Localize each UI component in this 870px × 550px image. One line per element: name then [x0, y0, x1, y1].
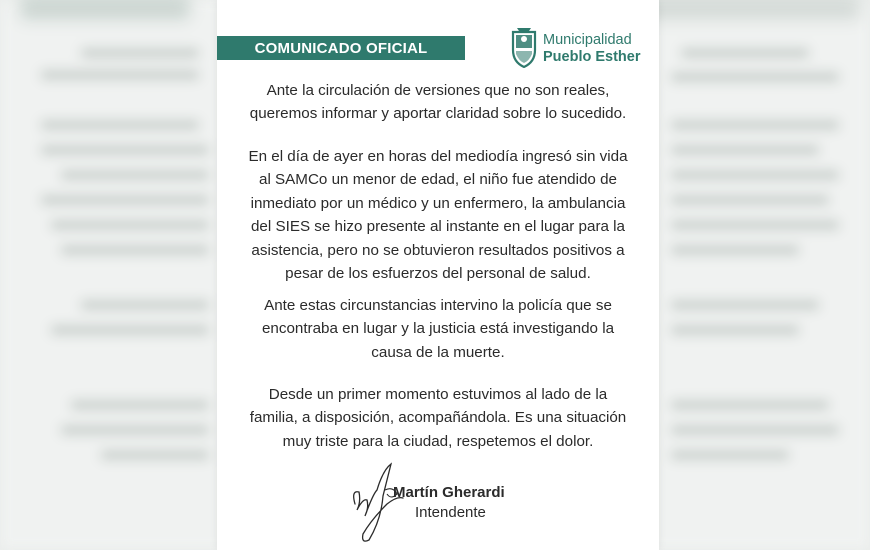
text-line: al SAMCo un menor de edad, el niño fue atendido de: [259, 171, 617, 189]
coat-of-arms-icon: [509, 26, 539, 68]
blurred-text-line: [50, 220, 210, 230]
blurred-text-line: [40, 70, 200, 80]
blurred-text-line: [670, 450, 790, 460]
blurred-text-line: [40, 145, 210, 155]
blurred-text-line: [40, 195, 210, 205]
blurred-text-line: [40, 120, 200, 130]
signatory-title: Intendente: [415, 504, 486, 521]
blurred-text-line: [60, 425, 210, 435]
paragraph-1: [223, 79, 653, 126]
blurred-text-line: [670, 325, 800, 335]
text-line: queremos informar y aportar claridad sobre lo sucedido.: [249, 105, 627, 123]
text-line: causa de la muerte.: [371, 343, 505, 361]
logo-line-2: Pueblo Esther: [543, 49, 641, 65]
text-line: asistencia, pero no se obtuvieron resultados positivos a: [251, 241, 625, 259]
text-line: encontraba en lugar y la justicia está investigando la: [261, 320, 615, 338]
blurred-text-line: [670, 400, 830, 410]
blurred-text-line: [670, 120, 840, 130]
blurred-text-line: [670, 195, 830, 205]
text-line: inmediato por un médico y un enfermero, la ambulancia: [250, 194, 626, 212]
statement-banner: [217, 36, 465, 60]
official-statement-card: [217, 0, 659, 550]
banner-label: COMUNICADO OFICIAL: [254, 39, 428, 57]
blurred-text-line: [50, 325, 210, 335]
blurred-text-line: [670, 425, 840, 435]
blurred-text-line: [80, 300, 210, 310]
text-line: del SIES se hizo presente al instante en el lugar para la: [250, 218, 625, 236]
blurred-text-line: [670, 72, 840, 82]
municipality-logo: [509, 26, 659, 72]
blurred-text-line: [60, 170, 210, 180]
blurred-text-line: [670, 170, 840, 180]
text-line: muy triste para la ciudad, respetemos el dolor.: [282, 432, 594, 450]
paragraph-2: [223, 145, 653, 285]
blurred-header-left: [20, 0, 190, 20]
signatory-name: Martín Gherardi: [393, 484, 505, 501]
blurred-text-line: [70, 400, 210, 410]
text-line: En el día de ayer en horas del mediodía ingresó sin vida: [248, 148, 628, 165]
paragraph-3: [223, 294, 653, 364]
logo-line-1: Municipalidad: [543, 32, 632, 48]
blurred-text-line: [670, 300, 820, 310]
blurred-text-line: [680, 48, 810, 58]
text-line: Ante la circulación de versiones que no son reales,: [266, 82, 610, 99]
blurred-text-line: [100, 450, 210, 460]
handwritten-signature: [347, 460, 417, 546]
blurred-text-line: [80, 48, 200, 58]
text-line: pesar de los esfuerzos del personal de salud.: [285, 265, 591, 283]
paragraph-4: [223, 383, 653, 453]
text-line: Ante estas circunstancias intervino la policía que se: [264, 297, 612, 314]
blurred-text-line: [670, 145, 820, 155]
blurred-text-line: [60, 245, 210, 255]
text-line: familia, a disposición, acompañándola. Es una situación: [249, 409, 627, 427]
blurred-text-line: [670, 220, 840, 230]
blurred-text-line: [670, 245, 800, 255]
text-line: Desde un primer momento estuvimos al lado de la: [268, 386, 608, 403]
